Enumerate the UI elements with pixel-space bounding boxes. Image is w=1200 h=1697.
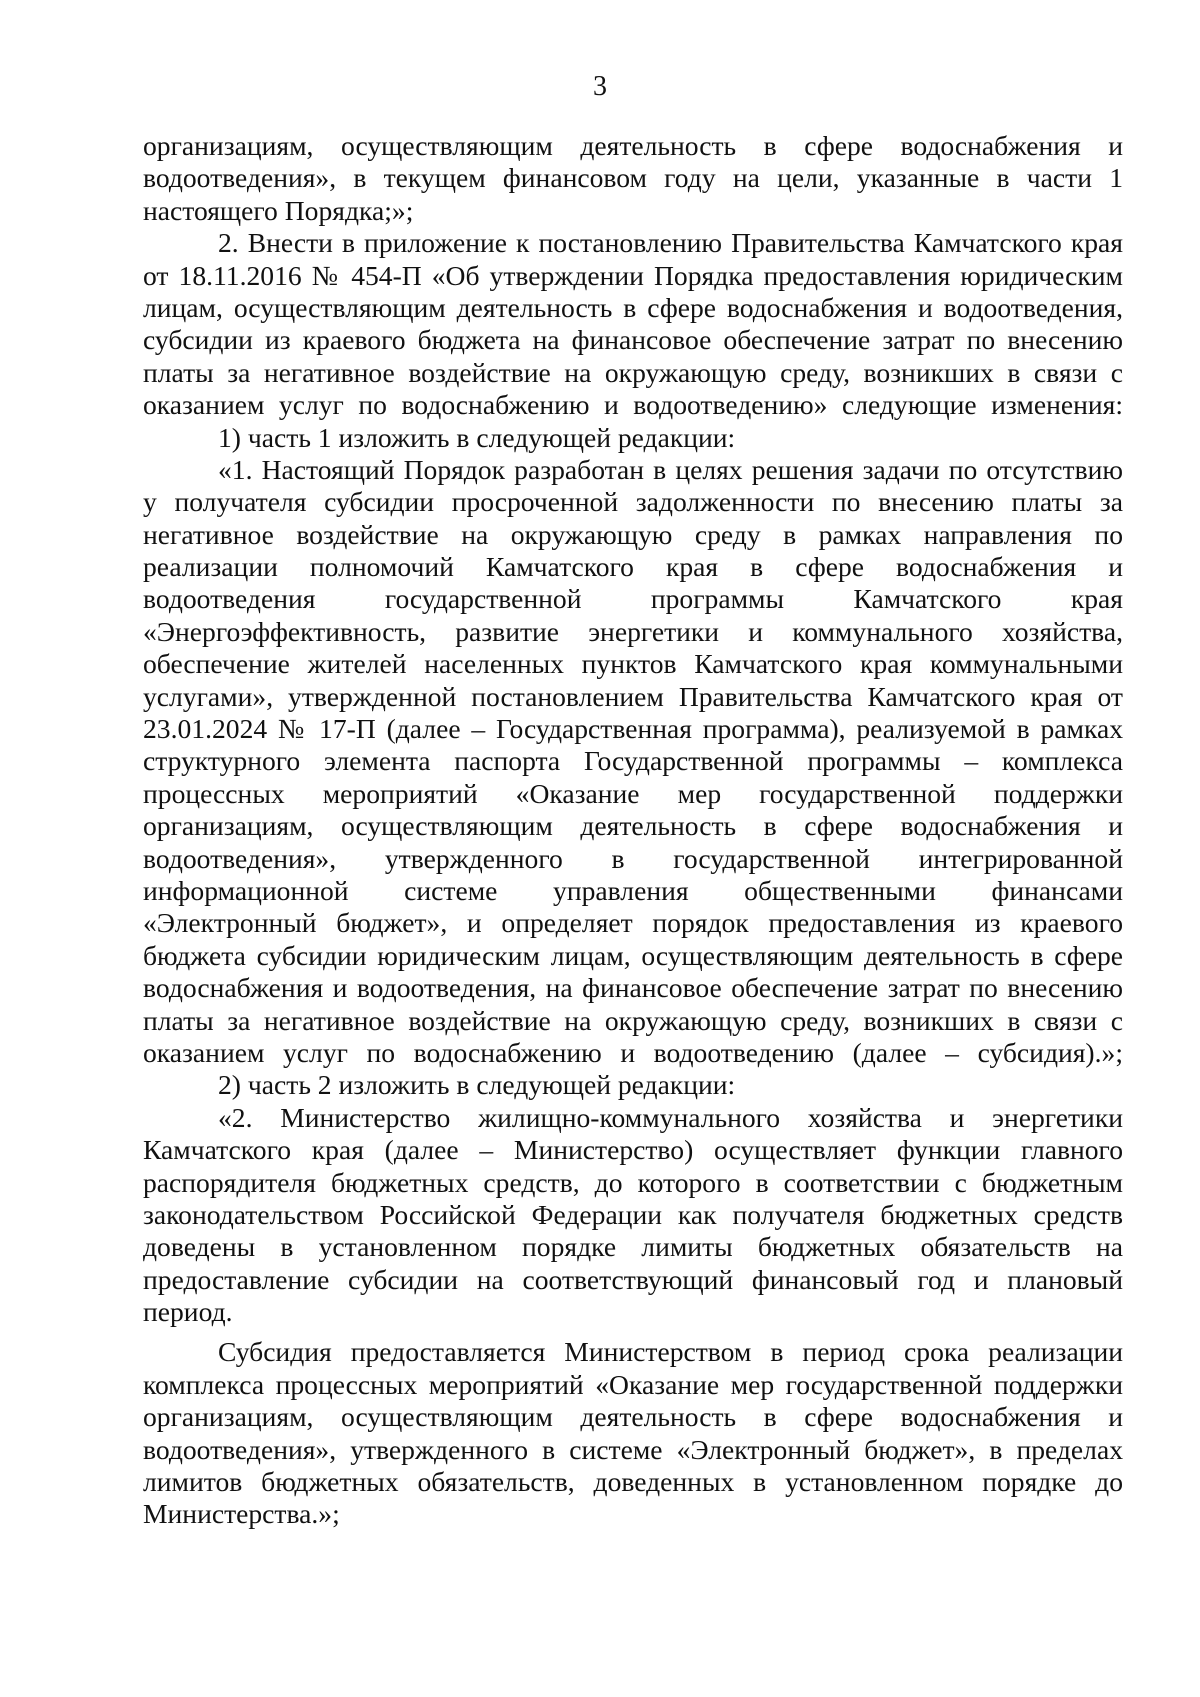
text-line: негативное воздействие на окружающую среду в рамках направления по	[143, 518, 1123, 550]
text-line: Министерства.»;	[143, 1498, 340, 1530]
text-line: Камчатского края (далее – Министерство) осуществляет функции главного	[143, 1134, 1123, 1166]
text-line: распорядителя бюджетных средств, до которого в соответствии с бюджетным	[143, 1166, 1123, 1198]
text-line: Субсидия предоставляется Министерством в период срока реализации	[218, 1336, 1123, 1368]
text-line: 2) часть 2 изложить в следующей редакции:	[218, 1069, 736, 1101]
text-line: организациям, осуществляющим деятельность в сфере водоснабжения и	[143, 810, 1123, 842]
page-number: 3	[593, 71, 607, 102]
text-line: период.	[143, 1296, 233, 1328]
text-line: платы за негативное воздействие на окружающую среду, возникших в связи с	[143, 1004, 1123, 1036]
text-line: от 18.11.2016 № 454-П «Об утверждении Порядка предоставления юридическим	[143, 259, 1123, 291]
document-body	[143, 130, 1123, 1531]
text-line: настоящего Порядка;»;	[143, 194, 414, 226]
text-line: законодательством Российской Федерации как получателя бюджетных средств	[143, 1198, 1123, 1230]
text-line: лимитов бюджетных обязательств, доведенных в установленном порядке до	[143, 1466, 1123, 1498]
text-line: комплекса процессных мероприятий «Оказание мер государственной поддержки	[143, 1368, 1123, 1400]
text-line: лицам, осуществляющим деятельность в сфере водоснабжения и водоотведения,	[143, 291, 1123, 323]
text-line: процессных мероприятий «Оказание мер государственной поддержки	[143, 777, 1123, 809]
text-line: субсидии из краевого бюджета на финансовое обеспечение затрат по внесению	[143, 324, 1123, 356]
text-line: 23.01.2024 № 17-П (далее – Государственная программа), реализуемой в рамках	[143, 713, 1123, 745]
text-line: обеспечение жителей населенных пунктов Камчатского края коммунальными	[143, 648, 1123, 680]
text-line: предоставление субсидии на соответствующий финансовый год и плановый	[143, 1263, 1123, 1295]
text-line: «2. Министерство жилищно-коммунального хозяйства и энергетики	[218, 1101, 1123, 1133]
text-line: структурного элемента паспорта Государственной программы – комплекса	[143, 745, 1123, 777]
text-line: организациям, осуществляющим деятельность в сфере водоснабжения и	[143, 130, 1123, 161]
text-line: организациям, осуществляющим деятельность в сфере водоснабжения и	[143, 1401, 1123, 1433]
text-line: услугами», утвержденной постановлением Правительства Камчатского края от	[143, 680, 1123, 712]
text-line: бюджета субсидии юридическим лицам, осуществляющим деятельность в сфере	[143, 939, 1123, 971]
text-line: информационной системе управления общественными финансами	[143, 874, 1123, 906]
text-line: доведены в установленном порядке лимиты бюджетных обязательств на	[143, 1231, 1123, 1263]
text-line: платы за негативное воздействие на окружающую среду, возникших в связи с	[143, 356, 1123, 388]
text-line: «Электронный бюджет», и определяет порядок предоставления из краевого	[143, 907, 1123, 939]
text-line: водоотведения», утвержденного в государственной интегрированной	[143, 842, 1123, 874]
text-line: 1) часть 1 изложить в следующей редакции:	[218, 421, 736, 453]
text-line: реализации полномочий Камчатского края в сфере водоснабжения и	[143, 551, 1123, 583]
text-line: оказанием услуг по водоснабжению и водоотведению (далее – субсидия).»;	[143, 1036, 1123, 1068]
text-line: оказанием услуг по водоснабжению и водоотведению» следующие изменения:	[143, 389, 1123, 421]
text-line: водоотведения», в текущем финансовом году на цели, указанные в части 1	[143, 162, 1123, 194]
text-line: «Энергоэффективность, развитие энергетики и коммунального хозяйства,	[143, 615, 1123, 647]
text-line: у получателя субсидии просроченной задолженности по внесению платы за	[143, 486, 1123, 518]
text-line: «1. Настоящий Порядок разработан в целях решения задачи по отсутствию	[218, 453, 1123, 485]
text-line: водоотведения», утвержденного в системе «Электронный бюджет», в пределах	[143, 1433, 1123, 1465]
text-line: водоотведения государственной программы Камчатского края	[143, 583, 1123, 615]
text-line: водоснабжения и водоотведения, на финансовое обеспечение затрат по внесению	[143, 972, 1123, 1004]
text-line: 2. Внести в приложение к постановлению Правительства Камчатского края	[218, 227, 1123, 259]
